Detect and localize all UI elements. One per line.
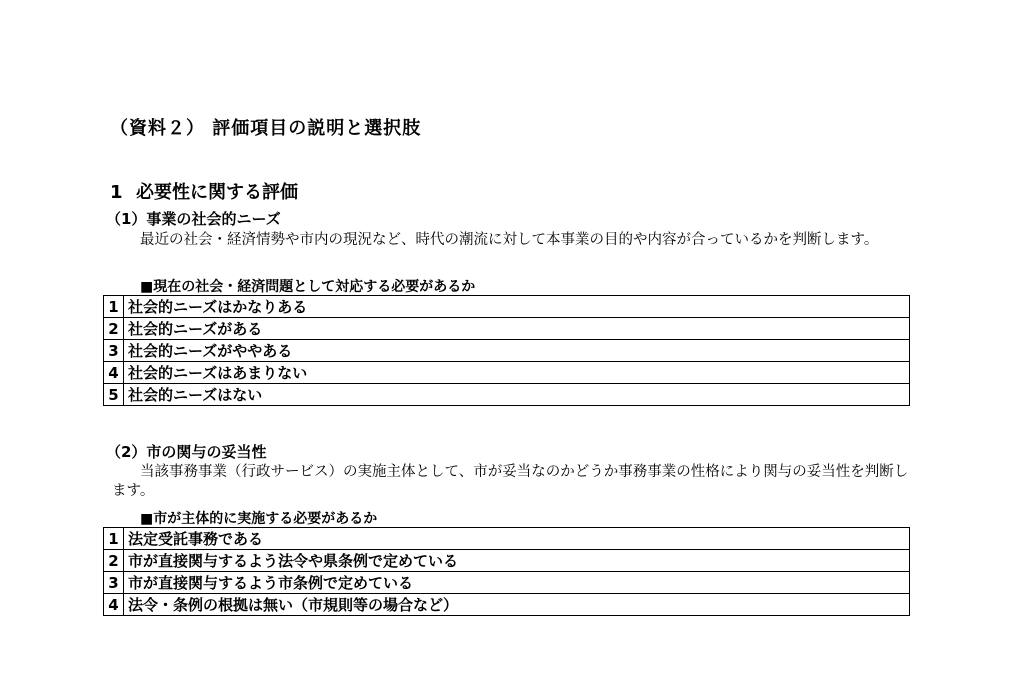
subsection-description-city-involvement: 当該事務事業（行政サービス）の実施主体として、市が妥当なのかどうか事務事業の性格により関与の妥当性を判断します。 xyxy=(112,464,909,499)
choice-number: 1 xyxy=(104,296,124,318)
choice-number: 4 xyxy=(104,362,124,384)
choice-number: 4 xyxy=(104,594,124,616)
subsection-heading-city-involvement: （2）市の関与の妥当性 xyxy=(106,443,267,461)
page-title: （資料２） 評価項目の説明と選択肢 xyxy=(110,118,422,139)
choice-number: 2 xyxy=(104,550,124,572)
table-row xyxy=(104,572,910,594)
section-title: 必要性に関する評価 xyxy=(136,182,298,203)
choice-number: 3 xyxy=(104,340,124,362)
choice-text: 社会的ニーズはかなりある xyxy=(124,296,910,318)
subsection-heading-social-needs: （1）事業の社会的ニーズ xyxy=(106,210,281,228)
subsection-description-social-needs: 最近の社会・経済情勢や市内の現況など、時代の潮流に対して本事業の目的や内容が合っているかを判断します。 xyxy=(140,232,879,248)
section-number: 1 xyxy=(110,182,123,203)
question-social-needs: ■現在の社会・経済問題として対応する必要があるか xyxy=(140,279,476,295)
choice-number: 3 xyxy=(104,572,124,594)
choices-table-city-involvement xyxy=(103,527,910,616)
table-row xyxy=(104,362,910,384)
section-heading xyxy=(110,178,298,204)
choice-number: 1 xyxy=(104,528,124,550)
choice-text: 社会的ニーズがある xyxy=(124,318,910,340)
choice-text: 法令・条例の根拠は無い（市規則等の場合など） xyxy=(124,594,910,616)
table-row xyxy=(104,384,910,406)
table-row xyxy=(104,296,910,318)
table-row xyxy=(104,550,910,572)
choice-number: 5 xyxy=(104,384,124,406)
choice-text: 社会的ニーズはあまりない xyxy=(124,362,910,384)
choice-text: 市が直接関与するよう市条例で定めている xyxy=(124,572,910,594)
choices-table-social-needs xyxy=(103,295,910,406)
choice-text: 社会的ニーズはない xyxy=(124,384,910,406)
choice-text: 市が直接関与するよう法令や県条例で定めている xyxy=(124,550,910,572)
table-row xyxy=(104,528,910,550)
table-row xyxy=(104,594,910,616)
question-city-involvement: ■市が主体的に実施する必要があるか xyxy=(140,511,378,527)
choice-number: 2 xyxy=(104,318,124,340)
table-row xyxy=(104,340,910,362)
choice-text: 社会的ニーズがややある xyxy=(124,340,910,362)
choice-text: 法定受託事務である xyxy=(124,528,910,550)
table-row xyxy=(104,318,910,340)
